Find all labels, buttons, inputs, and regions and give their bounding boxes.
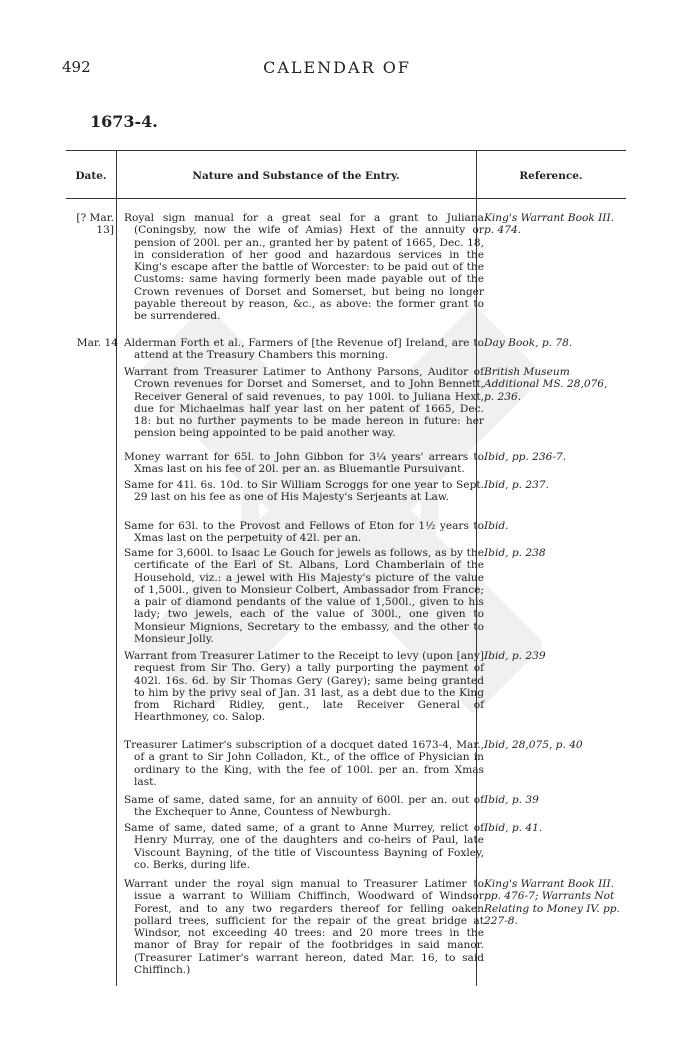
- entry-text: Warrant under the royal sign manual to Treasurer Latimer to issue a warrant to William Chiffinch, Woodward of Windsor Forest, and to any two regarders thereof for felling oaken pollard trees, sufficient for the repair of the great bridge at Windsor, not exceeding 40 trees: and 20 more trees in the manor of Bray for repair of the footbridges in said manor. (Treasurer Latimer's warrant hereon, dated Mar. 16, to said Chiffinch.): [124, 878, 484, 977]
- entry-reference: Ibid, p. 238: [484, 547, 546, 559]
- entry-date: [? Mar. 13]: [76, 212, 114, 237]
- column-divider-date: [116, 150, 117, 986]
- entries-table: [66, 150, 626, 986]
- header-nature: Nature and Substance of the Entry.: [192, 170, 400, 182]
- header-date: Date.: [75, 170, 107, 182]
- entry-reference: Ibid, p. 39: [484, 794, 539, 806]
- entry-reference: Day Book, p. 78.: [484, 337, 573, 349]
- page-number: 492: [62, 58, 91, 76]
- entry-reference: Ibid, p. 239: [484, 650, 546, 662]
- entry-reference: Ibid, 28,075, p. 40: [484, 739, 583, 751]
- header-reference: Reference.: [519, 170, 583, 182]
- entry-text: Same of same, dated same, for an annuity of 600l. per an. out of the Exchequer to Anne, Countess of Newburgh.: [124, 794, 484, 819]
- entry-text: Same for 3,600l. to Isaac Le Gouch for jewels as follows, as by the certificate of the Earl of St. Albans, Lord Chamberlain of the Household, viz.: a jewel with His Majesty's picture of the value of 1,500l., given to Monsieur Colbert, Ambassador from France; a pair of diamond pendants of the value of 1,500l., given to his lady; two jewels, each of the value of 300l., one given to Monsieur Mignions, Secretary to the embassy, and the other to Monsieur Jolly.: [124, 547, 484, 646]
- entry-text: Warrant from Treasurer Latimer to the Receipt to levy (upon [any] request from Sir Tho. Gery) a tally purporting the payment of 402l. 16s. 6d. by Sir Thomas Gery (Garey); same being granted to him by the privy seal of Jan. 31 last, as a debt due to the King from Richard Ridley, gent., late Receiver General of Hearthmoney, co. Salop.: [124, 650, 484, 724]
- table-top-rule: [66, 150, 626, 151]
- entry-reference: Ibid, p. 41.: [484, 822, 543, 834]
- entry-reference: Ibid.: [484, 520, 509, 532]
- entry-text: Warrant from Treasurer Latimer to Anthony Parsons, Auditor of Crown revenues for Dorset and Somerset, and to John Bennett, Receiver General of said revenues, to pay 100l. to Juliana Hext, due for Michaelmas half year last on her patent of 1665, Dec. 18: but no further payments to be made hereon in future: her pension being appointed to be paid another way.: [124, 366, 484, 440]
- entry-text: Alderman Forth et al., Farmers of [the Revenue of] Ireland, are to attend at the Treasury Chambers this morning.: [124, 337, 484, 362]
- entry-text: Same for 41l. 6s. 10d. to Sir William Scroggs for one year to Sept. 29 last on his fee as one of His Majesty's Serjeants at Law.: [124, 479, 484, 504]
- entry-reference: King's Warrant Book III. p. 474.: [484, 212, 615, 237]
- running-head: CALENDAR OF: [263, 58, 411, 77]
- entry-date: Mar. 14: [76, 337, 118, 349]
- entry-text: Same for 63l. to the Provost and Fellows of Eton for 1½ years to Xmas last on the perpetuity of 42l. per an.: [124, 520, 484, 545]
- year-heading: 1673-4.: [90, 112, 158, 131]
- entry-reference: British Museum Additional MS. 28,076, p. 236.: [484, 366, 608, 403]
- entry-text: Money warrant for 65l. to John Gibbon for 3¼ years' arrears to Xmas last on his fee of 20l. per an. as Bluemantle Pursuivant.: [124, 451, 484, 476]
- entry-text: Royal sign manual for a great seal for a grant to Juliana (Coningsby, now the wife of Amias) Hext of the annuity or pension of 200l. per an., granted her by patent of 1665, Dec. 18, in consideration of her good and hazardous services in the King's escape after the battle of Worcester: to be paid out of the Customs: same having formerly been made payable out of the Crown revenues of Dorset and Somerset, but being no longer payable thereout by reason, &c., as above: the former grant to be surrendered.: [124, 212, 484, 323]
- entry-reference: Ibid, p. 237.: [484, 479, 549, 491]
- entry-reference: Ibid, pp. 236-7.: [484, 451, 567, 463]
- entry-reference: King's Warrant Book III. pp. 476-7; Warrants Not Relating to Money IV. pp. 227-8.: [484, 878, 620, 927]
- entry-text: Same of same, dated same, of a grant to Anne Murrey, relict of Henry Murray, one of the daughters and co-heirs of Paul, late Viscount Bayning, of the title of Viscountess Bayning of Foxley, co. Berks, during life.: [124, 822, 484, 871]
- entry-text: Treasurer Latimer's subscription of a docquet dated 1673-4, Mar., of a grant to Sir John Colladon, Kt., of the office of Physician in ordinary to the King, with the fee of 100l. per an. from Xmas last.: [124, 739, 484, 788]
- table-header-rule: [66, 198, 626, 199]
